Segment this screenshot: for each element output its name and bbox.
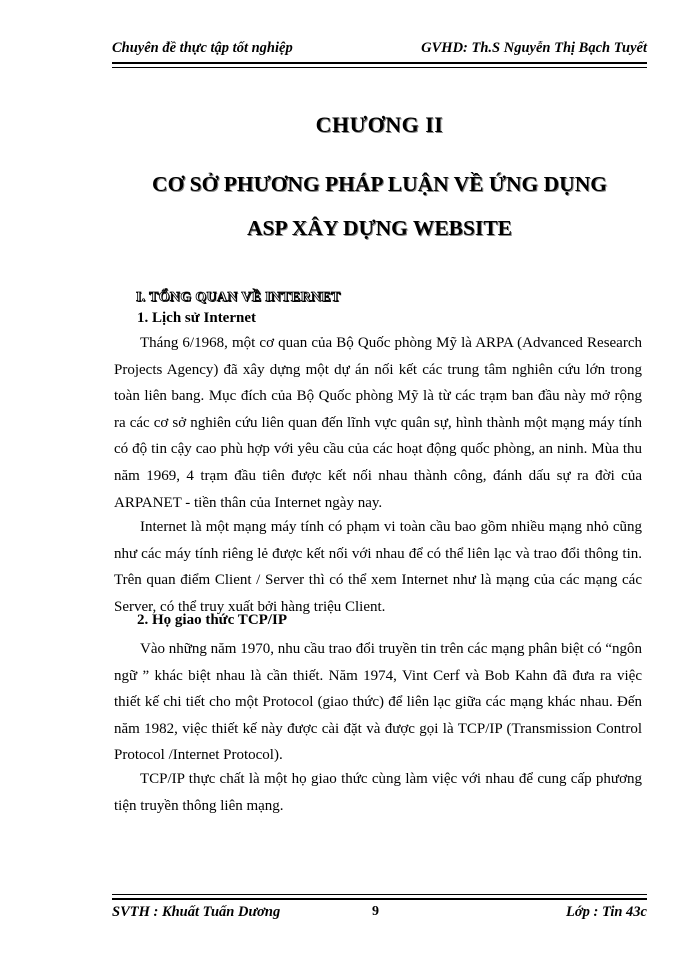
paragraph-4: TCP/IP thực chất là một họ giao thức cùng làm việc với nhau để cung cấp phương tiện truyền thông liên mạng. xyxy=(114,771,642,814)
header-rule-thin xyxy=(112,67,647,68)
paragraph-1: Tháng 6/1968, một cơ quan của Bộ Quốc phòng Mỹ là ARPA (Advanced Research Projects Agency) đã xây dựng một dự án nối kết các trung tâm nghiên cứu lớn trong toàn liên bang. Mục đích của Bộ Quốc phòng Mỹ là từ các trạm ban đầu này mở rộng ra các cơ sở nghiên cứu liên quan đến lĩnh vực quân sự, hình thành một mạng máy tính có độ tin cậy cao phù hợp với yêu cầu của các hoạt động quốc phòng, an ninh. Mùa thu năm 1969, 4 trạm đầu tiên được kết nối nhau thành công, đánh dấu sự ra đời của ARPANET - tiền thân của Internet ngày nay. xyxy=(114,335,642,511)
header-right-text: GVHD: Th.S Nguyễn Thị Bạch Tuyết xyxy=(421,40,647,56)
footer-rule-thin xyxy=(112,894,647,895)
section-heading: I. TỔNG QUAN VỀ INTERNET xyxy=(136,290,341,305)
header-left-text: Chuyên đề thực tập tốt nghiệp xyxy=(112,40,293,56)
paragraph-3: Vào những năm 1970, nhu cầu trao đổi truyền tin trên các mạng phân biệt có “ngôn ngữ ” khác biệt nhau là cần thiết. Năm 1974, Vint Cerf và Bob Kahn đã đưa ra việc thiết kế chi tiết cho một Protocol (giao thức) để liên lạc giữa các mạng khác nhau. Đến năm 1982, việc thiết kế này được cài đặt và được gọi là TCP/IP (Transmission Control Protocol /Internet Protocol). xyxy=(114,641,642,764)
subsection-heading-1: 1. Lịch sử Internet xyxy=(137,310,256,326)
footer-right-text: Lớp : Tin 43c xyxy=(566,904,647,920)
paragraph-2: Internet là một mạng máy tính có phạm vi toàn cầu bao gồm nhiều mạng nhỏ cũng như các máy tính riêng lẻ được kết nối với nhau để có thể liên lạc và trao đổi thông tin. Trên quan điểm Client / Server thì có thể xem Internet như là mạng của các mạng các Server, có thể truy xuất bởi hàng triệu Client. xyxy=(114,519,642,615)
chapter-label: CHƯƠNG II xyxy=(315,112,444,137)
chapter-title-line-1: CƠ SỞ PHƯƠNG PHÁP LUẬN VỀ ỨNG DỤNG xyxy=(152,172,607,196)
header-rule-thick xyxy=(112,62,647,64)
subsection-heading-2: 2. Họ giao thức TCP/IP xyxy=(137,612,287,628)
page-footer xyxy=(112,900,647,924)
page-header xyxy=(112,38,647,62)
chapter-title-line-2: ASP XÂY DỰNG WEBSITE xyxy=(246,216,513,240)
page-number: 9 xyxy=(372,904,379,919)
footer-left-text: SVTH : Khuất Tuấn Dương xyxy=(112,904,281,920)
